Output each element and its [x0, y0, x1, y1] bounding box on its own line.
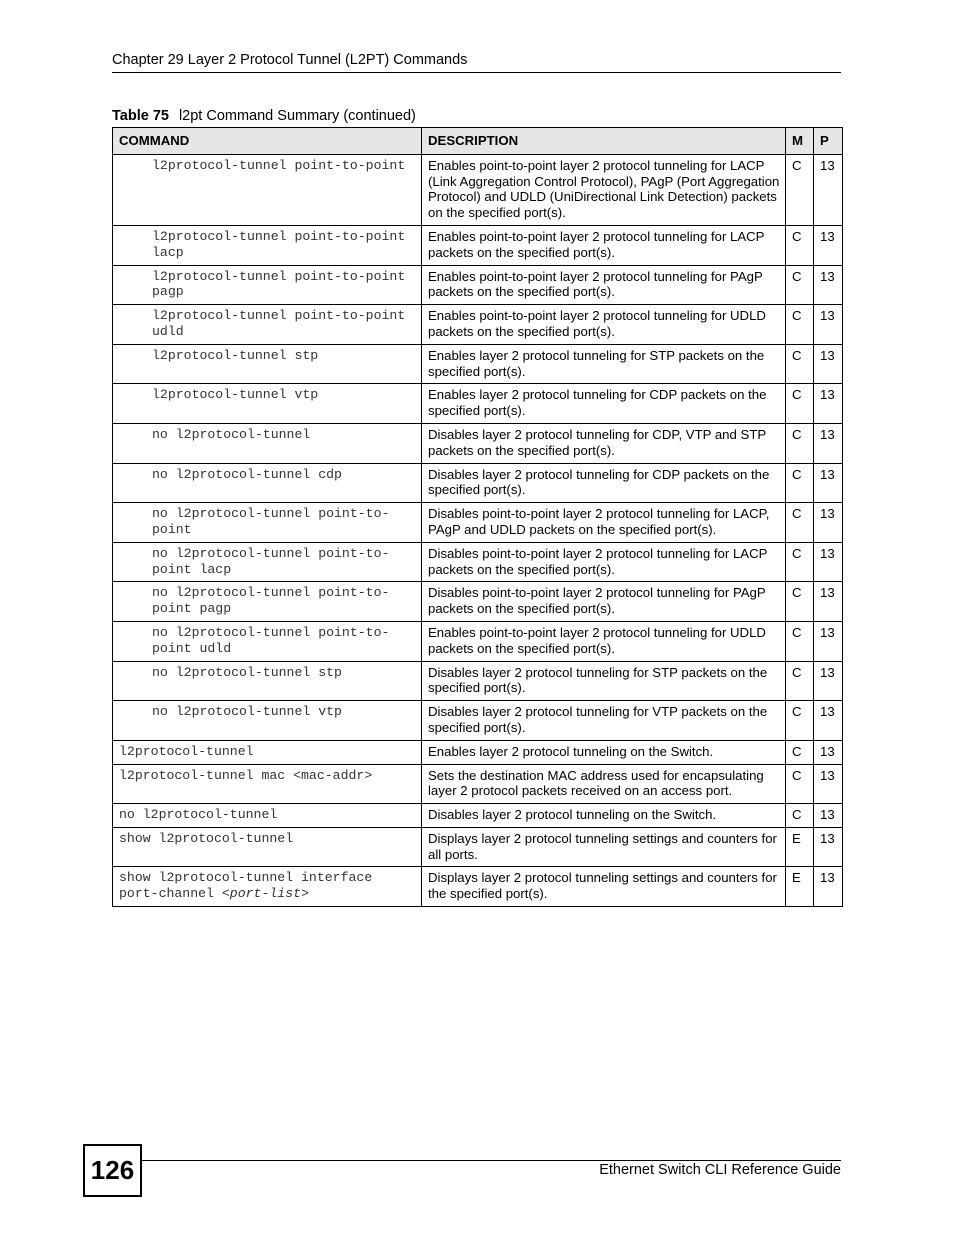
table-row [113, 764, 843, 804]
command-text [119, 467, 416, 483]
table-row [113, 225, 843, 265]
table-caption-label: Table 75 [112, 108, 169, 124]
command-text [119, 387, 416, 403]
description-cell: Sets the destination MAC address used for encapsulating layer 2 protocol packets received on an access port. [422, 764, 786, 804]
description-cell: Disables point-to-point layer 2 protocol tunneling for LACP, PAgP and UDLD packets on the specified port(s). [422, 503, 786, 543]
privilege-cell: 13 [814, 764, 843, 804]
command-cell [113, 384, 422, 424]
table-row [113, 344, 843, 384]
command-cell [113, 542, 422, 582]
command-syntax: no l2protocol-tunnel [152, 426, 311, 442]
table-caption [112, 108, 416, 124]
table-row [113, 701, 843, 741]
description-cell: Disables point-to-point layer 2 protocol tunneling for PAgP packets on the specified port(s). [422, 582, 786, 622]
privilege-cell: 13 [814, 384, 843, 424]
command-syntax: l2protocol-tunnel [119, 743, 254, 759]
command-text [119, 807, 416, 823]
table-row [113, 503, 843, 543]
privilege-cell: 13 [814, 661, 843, 701]
table-row [113, 154, 843, 225]
command-cell [113, 503, 422, 543]
command-cell [113, 154, 422, 225]
table-row [113, 621, 843, 661]
mode-cell: C [786, 344, 814, 384]
mode-cell: C [786, 423, 814, 463]
chapter-header: Chapter 29 Layer 2 Protocol Tunnel (L2PT) Commands [112, 52, 468, 68]
column-header-description: DESCRIPTION [422, 128, 786, 155]
command-cell [113, 265, 422, 305]
table-row [113, 661, 843, 701]
table-row [113, 384, 843, 424]
command-text [119, 744, 416, 760]
command-syntax: no l2protocol-tunnel point-to-point pagp [152, 585, 390, 617]
description-cell: Disables layer 2 protocol tunneling for STP packets on the specified port(s). [422, 661, 786, 701]
command-cell [113, 764, 422, 804]
privilege-cell: 13 [814, 154, 843, 225]
mode-cell: C [786, 701, 814, 741]
mode-cell: C [786, 463, 814, 503]
command-cell [113, 305, 422, 345]
command-cell [113, 463, 422, 503]
command-text [119, 348, 416, 364]
command-syntax: l2protocol-tunnel point-to-point lacp [152, 228, 406, 260]
mode-cell: C [786, 621, 814, 661]
command-argument: <port-list> [221, 886, 309, 902]
table-row [113, 423, 843, 463]
description-cell: Enables layer 2 protocol tunneling for STP packets on the specified port(s). [422, 344, 786, 384]
footer-rule [140, 1160, 841, 1161]
column-header-command: COMMAND [113, 128, 422, 155]
command-text [119, 269, 416, 301]
mode-cell: C [786, 384, 814, 424]
description-cell: Disables point-to-point layer 2 protocol tunneling for LACP packets on the specified port(s). [422, 542, 786, 582]
table-row [113, 463, 843, 503]
description-cell: Displays layer 2 protocol tunneling settings and counters for all ports. [422, 827, 786, 867]
command-syntax: no l2protocol-tunnel [119, 807, 278, 823]
mode-cell: E [786, 827, 814, 867]
command-text [119, 704, 416, 720]
description-cell: Enables layer 2 protocol tunneling for CDP packets on the specified port(s). [422, 384, 786, 424]
privilege-cell: 13 [814, 827, 843, 867]
privilege-cell: 13 [814, 423, 843, 463]
command-syntax: no l2protocol-tunnel cdp [152, 466, 342, 482]
table-row [113, 740, 843, 764]
command-text [119, 506, 416, 538]
command-text [119, 831, 416, 847]
description-cell: Enables point-to-point layer 2 protocol tunneling for UDLD packets on the specified port(s). [422, 305, 786, 345]
mode-cell: C [786, 305, 814, 345]
command-cell [113, 225, 422, 265]
command-syntax: l2protocol-tunnel stp [152, 347, 319, 363]
command-text [119, 158, 416, 174]
privilege-cell: 13 [814, 804, 843, 828]
description-cell: Displays layer 2 protocol tunneling settings and counters for the specified port(s). [422, 867, 786, 907]
table-body [113, 154, 843, 906]
mode-cell: C [786, 542, 814, 582]
table-row [113, 804, 843, 828]
command-cell [113, 423, 422, 463]
table-row [113, 827, 843, 867]
command-cell [113, 701, 422, 741]
command-cell [113, 621, 422, 661]
mode-cell: C [786, 225, 814, 265]
command-syntax: l2protocol-tunnel point-to-point [152, 157, 406, 173]
privilege-cell: 13 [814, 503, 843, 543]
command-syntax: no l2protocol-tunnel point-to-point udld [152, 624, 390, 656]
mode-cell: C [786, 265, 814, 305]
table-header-row [113, 128, 843, 155]
header-rule [112, 72, 841, 73]
command-cell [113, 661, 422, 701]
command-syntax: l2protocol-tunnel point-to-point udld [152, 308, 406, 339]
command-syntax: no l2protocol-tunnel stp [152, 664, 342, 680]
description-cell: Disables layer 2 protocol tunneling for VTP packets on the specified port(s). [422, 701, 786, 741]
mode-cell: C [786, 804, 814, 828]
command-cell [113, 867, 422, 907]
command-cell [113, 582, 422, 622]
table-row [113, 265, 843, 305]
command-cell [113, 740, 422, 764]
mode-cell: E [786, 867, 814, 907]
mode-cell: C [786, 503, 814, 543]
privilege-cell: 13 [814, 582, 843, 622]
mode-cell: C [786, 661, 814, 701]
description-cell: Disables layer 2 protocol tunneling for CDP, VTP and STP packets on the specified port(s). [422, 423, 786, 463]
privilege-cell: 13 [814, 542, 843, 582]
command-syntax: show l2protocol-tunnel [119, 830, 294, 846]
table-row [113, 582, 843, 622]
table-row [113, 867, 843, 907]
column-header-mode: M [786, 128, 814, 155]
privilege-cell: 13 [814, 265, 843, 305]
table-row [113, 305, 843, 345]
table-row [113, 542, 843, 582]
description-cell: Enables point-to-point layer 2 protocol tunneling for UDLD packets on the specified port(s). [422, 621, 786, 661]
description-cell: Enables point-to-point layer 2 protocol tunneling for LACP (Link Aggregation Control Protocol), PAgP (Port Aggregation Protocol) and UDLD (UniDirectional Link Detection) packets on the specified port(s). [422, 154, 786, 225]
command-syntax: no l2protocol-tunnel point-to-point [152, 506, 390, 537]
privilege-cell: 13 [814, 344, 843, 384]
command-syntax: no l2protocol-tunnel vtp [152, 704, 342, 720]
description-cell: Enables point-to-point layer 2 protocol tunneling for LACP packets on the specified port(s). [422, 225, 786, 265]
description-cell: Disables layer 2 protocol tunneling on the Switch. [422, 804, 786, 828]
command-syntax: l2protocol-tunnel point-to-point pagp [152, 268, 406, 300]
column-header-privilege: P [814, 128, 843, 155]
command-text [119, 427, 416, 443]
command-text [119, 308, 416, 340]
command-syntax: l2protocol-tunnel mac <mac-addr> [119, 767, 373, 783]
mode-cell: C [786, 764, 814, 804]
privilege-cell: 13 [814, 740, 843, 764]
guide-title: Ethernet Switch CLI Reference Guide [599, 1162, 841, 1178]
page-number: 126 [83, 1144, 142, 1197]
command-text [119, 768, 416, 784]
description-cell: Disables layer 2 protocol tunneling for CDP packets on the specified port(s). [422, 463, 786, 503]
command-cell [113, 827, 422, 867]
command-cell [113, 804, 422, 828]
mode-cell: C [786, 154, 814, 225]
command-syntax: l2protocol-tunnel vtp [152, 387, 319, 403]
table-caption-text: l2pt Command Summary (continued) [178, 108, 416, 124]
command-text [119, 870, 416, 902]
privilege-cell: 13 [814, 463, 843, 503]
command-text [119, 665, 416, 681]
description-cell: Enables layer 2 protocol tunneling on the Switch. [422, 740, 786, 764]
mode-cell: C [786, 740, 814, 764]
command-cell [113, 344, 422, 384]
privilege-cell: 13 [814, 701, 843, 741]
privilege-cell: 13 [814, 867, 843, 907]
command-text [119, 229, 416, 261]
command-summary-table [112, 127, 843, 907]
privilege-cell: 13 [814, 621, 843, 661]
command-text [119, 625, 416, 657]
command-syntax: show l2protocol-tunnel interface port-channel [119, 870, 373, 902]
command-text [119, 546, 416, 578]
mode-cell: C [786, 582, 814, 622]
privilege-cell: 13 [814, 225, 843, 265]
command-syntax: no l2protocol-tunnel point-to-point lacp [152, 545, 390, 577]
privilege-cell: 13 [814, 305, 843, 345]
command-text [119, 585, 416, 617]
description-cell: Enables point-to-point layer 2 protocol tunneling for PAgP packets on the specified port(s). [422, 265, 786, 305]
